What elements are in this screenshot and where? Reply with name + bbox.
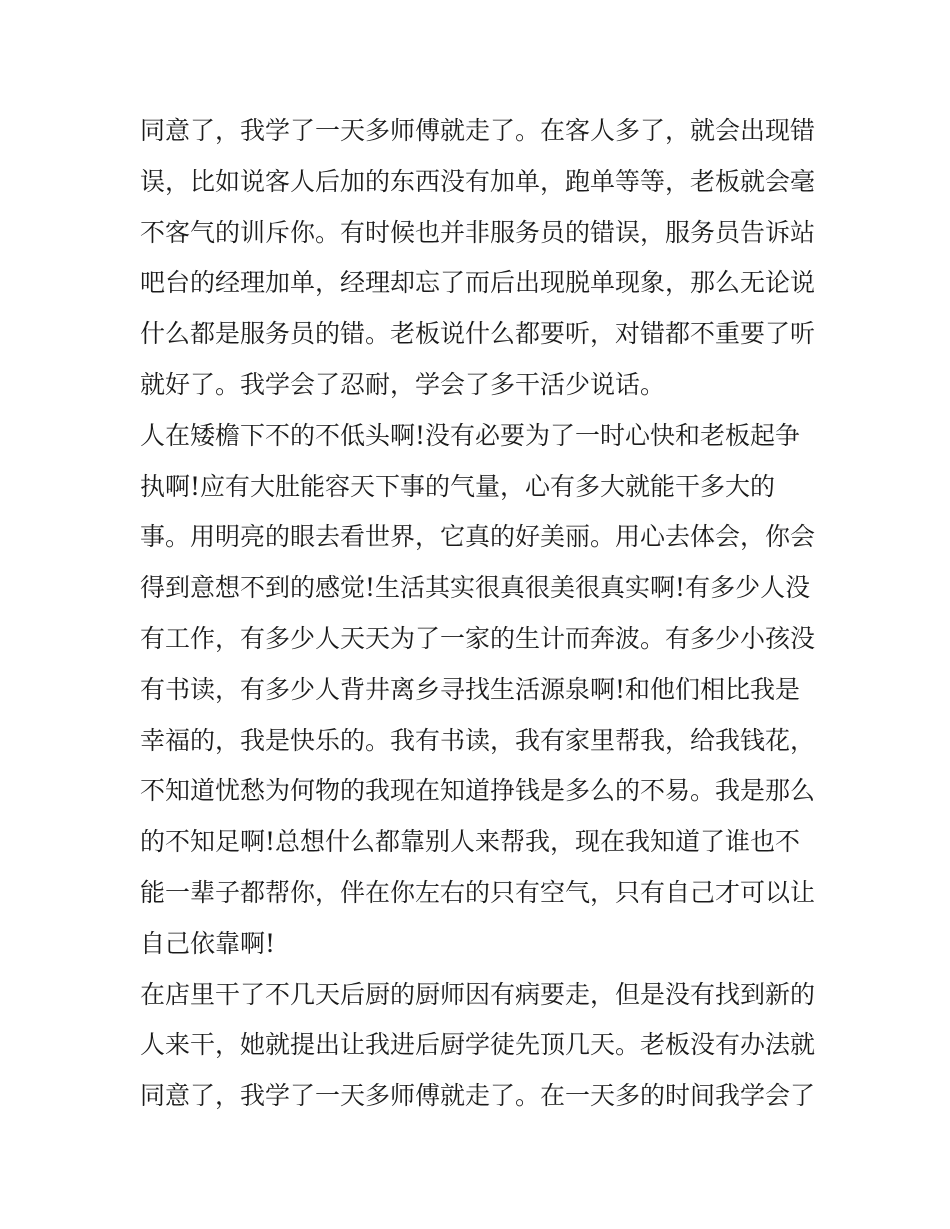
text-line: 执啊!应有大肚能容天下事的气量，心有多大就能干多大的 [140,471,776,501]
text-line: 能一辈子都帮你，伴在你左右的只有空气，只有自己才可以让 [140,877,816,907]
text-line: 不知道忧愁为何物的我现在知道挣钱是多么的不易。我是那么 [140,776,816,806]
text-line: 事。用明亮的眼去看世界，它真的好美丽。用心去体会，你会 [140,522,816,552]
text-line: 有工作，有多少人天天为了一家的生计而奔波。有多少小孩没 [140,623,816,653]
text-line: 同意了，我学了一天多师傅就走了。在一天多的时间我学会了 [140,1081,816,1111]
text-line: 就好了。我学会了忍耐，学会了多干活少说话。 [140,369,666,399]
text-line: 人在矮檐下不的不低头啊!没有必要为了一时心快和老板起争 [140,420,801,450]
text-line: 误，比如说客人后加的东西没有加单，跑单等等，老板就会毫 [140,166,816,196]
text-line: 人来干，她就提出让我进后厨学徒先顶几天。老板没有办法就 [140,1030,816,1060]
text-line: 自己依靠啊! [140,928,276,958]
text-line: 的不知足啊!总想什么都靠别人来帮我，现在我知道了谁也不 [140,827,801,857]
text-line: 不客气的训斥你。有时候也并非服务员的错误，服务员告诉站 [140,217,816,247]
text-line: 在店里干了不几天后厨的厨师因有病要走，但是没有找到新的 [140,979,816,1009]
text-line: 得到意想不到的感觉!生活其实很真很美很真实啊!有多少人没 [140,573,811,603]
text-line: 有书读，有多少人背井离乡寻找生活源泉啊!和他们相比我是 [140,674,801,704]
text-line: 吧台的经理加单，经理却忘了而后出现脱单现象，那么无论说 [140,268,816,298]
text-line: 同意了，我学了一天多师傅就走了。在客人多了，就会出现错 [140,116,816,145]
text-line: 什么都是服务员的错。老板说什么都要听，对错都不重要了听 [140,319,816,349]
text-line: 幸福的，我是快乐的。我有书读，我有家里帮我，给我钱花， [140,725,816,755]
body-text [140,106,820,1122]
